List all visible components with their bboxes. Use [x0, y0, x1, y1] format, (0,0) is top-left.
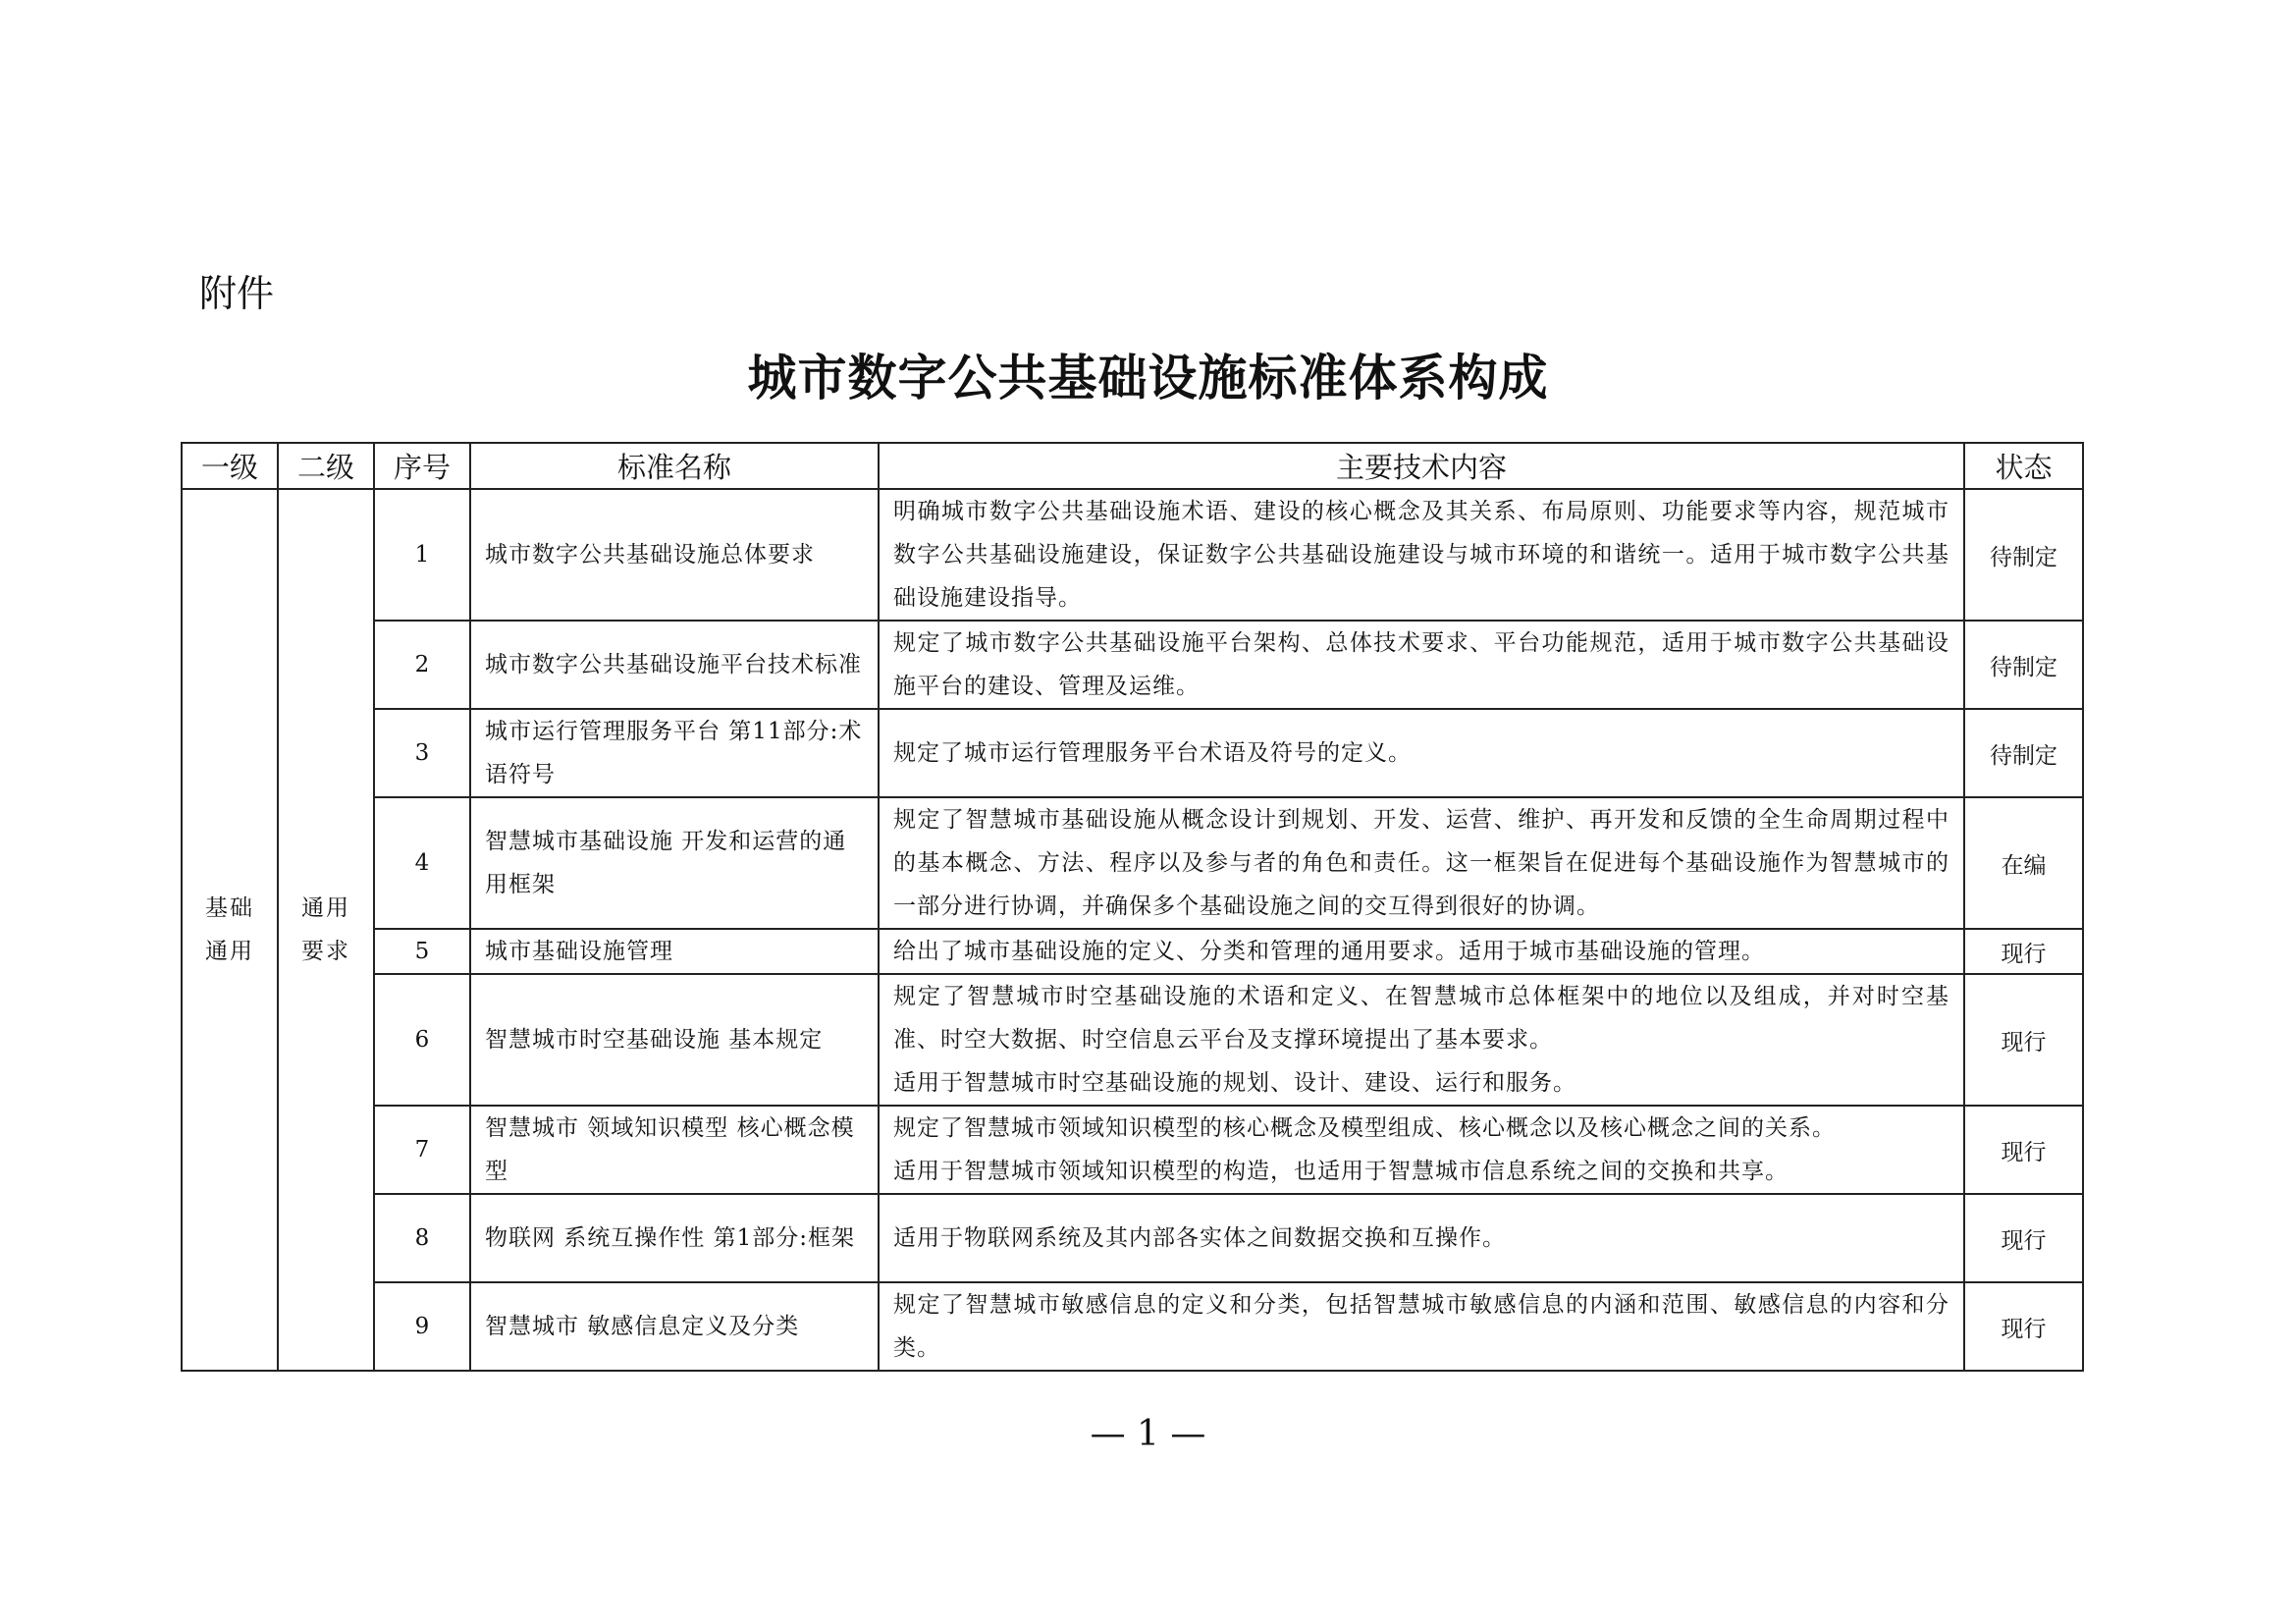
table-row: [182, 1282, 2083, 1371]
status-cell: 现行: [1964, 929, 2083, 974]
table-row: [182, 797, 2083, 929]
status-cell: 现行: [1964, 1106, 2083, 1194]
row-number: 9: [374, 1282, 470, 1371]
technical-content: 规定了智慧城市领域知识模型的核心概念及模型组成、核心概念以及核心概念之间的关系。 适用于智慧城市领域知识模型的构造，也适用于智慧城市信息系统之间的交换和共享。: [879, 1106, 1964, 1194]
standard-name: 智慧城市基础设施 开发和运营的通用框架: [470, 797, 879, 929]
row-number: 7: [374, 1106, 470, 1194]
standard-name: 智慧城市时空基础设施 基本规定: [470, 974, 879, 1106]
technical-content: 适用于物联网系统及其内部各实体之间数据交换和互操作。: [879, 1194, 1964, 1282]
header-main-content: 主要技术内容: [879, 443, 1964, 489]
header-level2: 二级: [278, 443, 374, 489]
standard-name: 城市运行管理服务平台 第11部分:术语符号: [470, 709, 879, 797]
standard-name: 城市基础设施管理: [470, 929, 879, 974]
attachment-label: 附件: [199, 272, 275, 315]
technical-content: 明确城市数字公共基础设施术语、建设的核心概念及其关系、布局原则、功能要求等内容，规范城市数字公共基础设施建设，保证数字公共基础设施建设与城市环境的和谐统一。适用于城市数字公共基础设施建设指导。: [879, 489, 1964, 621]
header-number: 序号: [374, 443, 470, 489]
row-number: 8: [374, 1194, 470, 1282]
table-row: [182, 929, 2083, 974]
level2-label: 通用要求: [301, 895, 350, 964]
document-title: 城市数字公共基础设施标准体系构成: [747, 349, 1549, 406]
level1-label: 基础通用: [205, 895, 254, 964]
standards-table: [181, 442, 2084, 1372]
technical-content: 规定了智慧城市敏感信息的定义和分类，包括智慧城市敏感信息的内涵和范围、敏感信息的内容和分类。: [879, 1282, 1964, 1371]
status-cell: 现行: [1964, 974, 2083, 1106]
table-header-row: [182, 443, 2083, 489]
technical-content: 规定了城市运行管理服务平台术语及符号的定义。: [879, 709, 1964, 797]
page-number: — 1 —: [1090, 1414, 1206, 1454]
standard-name: 智慧城市 敏感信息定义及分类: [470, 1282, 879, 1371]
table-row: [182, 1106, 2083, 1194]
status-cell: 待制定: [1964, 621, 2083, 709]
level2-cell: [278, 489, 374, 1371]
row-number: 6: [374, 974, 470, 1106]
table-row: [182, 1194, 2083, 1282]
technical-content: 规定了智慧城市时空基础设施的术语和定义、在智慧城市总体框架中的地位以及组成，并对时空基准、时空大数据、时空信息云平台及支撑环境提出了基本要求。 适用于智慧城市时空基础设施的规划、设计、建设、运行和服务。: [879, 974, 1964, 1106]
header-level1: 一级: [182, 443, 278, 489]
table-row: [182, 709, 2083, 797]
row-number: 5: [374, 929, 470, 974]
header-standard-name: 标准名称: [470, 443, 879, 489]
standard-name: 城市数字公共基础设施总体要求: [470, 489, 879, 621]
row-number: 4: [374, 797, 470, 929]
standard-name: 物联网 系统互操作性 第1部分:框架: [470, 1194, 879, 1282]
standard-name: 智慧城市 领域知识模型 核心概念模型: [470, 1106, 879, 1194]
status-cell: 待制定: [1964, 489, 2083, 621]
standard-name: 城市数字公共基础设施平台技术标准: [470, 621, 879, 709]
technical-content: 给出了城市基础设施的定义、分类和管理的通用要求。适用于城市基础设施的管理。: [879, 929, 1964, 974]
level1-cell: [182, 489, 278, 1371]
table-row: [182, 621, 2083, 709]
table-row: [182, 974, 2083, 1106]
technical-content: 规定了智慧城市基础设施从概念设计到规划、开发、运营、维护、再开发和反馈的全生命周期过程中的基本概念、方法、程序以及参与者的角色和责任。这一框架旨在促进每个基础设施作为智慧城市的一部分进行协调，并确保多个基础设施之间的交互得到很好的协调。: [879, 797, 1964, 929]
row-number: 1: [374, 489, 470, 621]
status-cell: 现行: [1964, 1194, 2083, 1282]
technical-content: 规定了城市数字公共基础设施平台架构、总体技术要求、平台功能规范，适用于城市数字公共基础设施平台的建设、管理及运维。: [879, 621, 1964, 709]
table-row: [182, 489, 2083, 621]
status-cell: 在编: [1964, 797, 2083, 929]
header-status: 状态: [1964, 443, 2083, 489]
row-number: 2: [374, 621, 470, 709]
row-number: 3: [374, 709, 470, 797]
status-cell: 现行: [1964, 1282, 2083, 1371]
status-cell: 待制定: [1964, 709, 2083, 797]
